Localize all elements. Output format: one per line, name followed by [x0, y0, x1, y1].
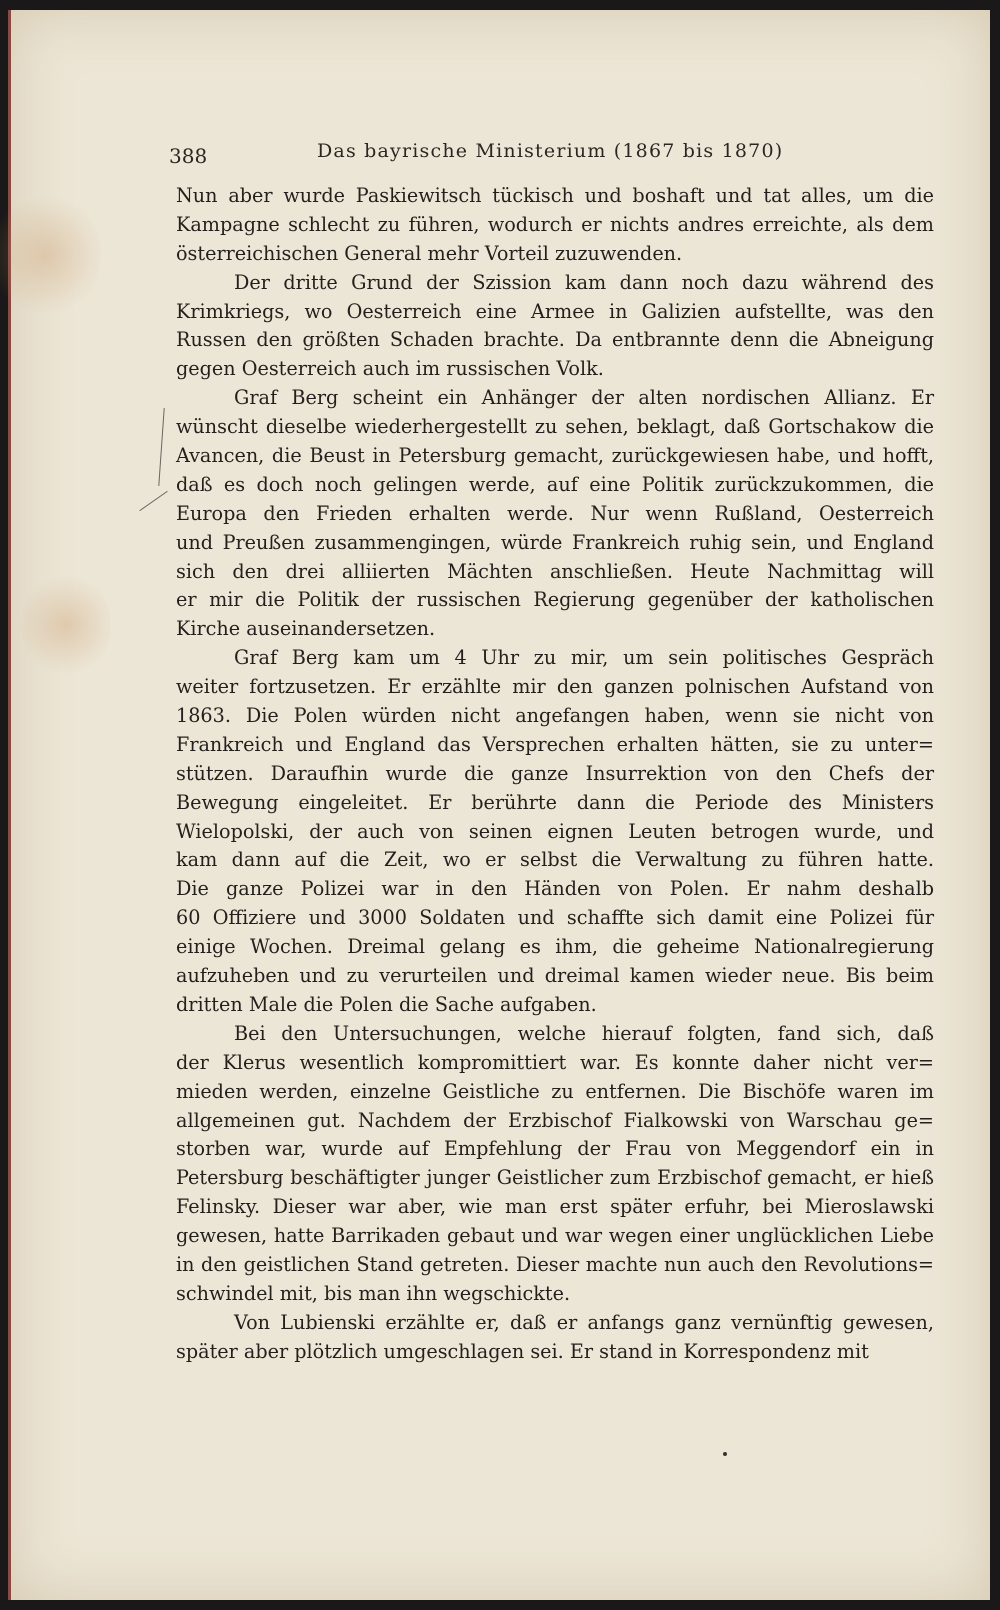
text-line-content: Avancen, die Beust in Petersburg gemacht, zurückgewiesen habe, und hofft, — [176, 444, 934, 468]
text-line-content: Europa den Frieden erhalten werde. Nur wenn Rußland, Oesterreich — [176, 501, 934, 525]
text-line — [176, 1251, 934, 1280]
text-line — [176, 1193, 934, 1222]
page-header — [169, 136, 784, 176]
text-line — [176, 1107, 934, 1136]
text-line-content: er mir die Politik der russischen Regierung gegenüber der katholischen — [176, 588, 934, 612]
text-line — [176, 818, 934, 847]
text-line-content: Frankreich und England das Versprechen erhalten hätten, sie zu unter= — [176, 732, 934, 756]
text-line-content: 60 Offiziere und 3000 Soldaten und schaffte sich damit eine Polizei für — [176, 906, 934, 930]
text-line — [176, 991, 934, 1020]
text-line-content: Krimkriegs, wo Oesterreich eine Armee in Galizien aufstellte, was den — [176, 299, 934, 323]
text-line — [176, 702, 934, 731]
text-line — [176, 1020, 934, 1049]
page-number: 388 — [169, 144, 208, 168]
text-line-content: der Klerus wesentlich kompromittiert war. Es konnte daher nicht ver= — [176, 1050, 934, 1074]
text-line — [176, 182, 934, 211]
text-line — [176, 731, 934, 760]
text-line-content: Nun aber wurde Paskiewitsch tückisch und boshaft und tat alles, um die — [176, 184, 934, 207]
text-line-content: schwindel mit, bis man ihn wegschickte. — [176, 1281, 571, 1305]
body-text — [176, 182, 934, 1367]
text-line — [176, 1280, 934, 1309]
text-line — [176, 615, 934, 644]
text-line — [176, 904, 934, 933]
paper-stain — [0, 190, 101, 320]
text-line — [176, 529, 934, 558]
text-line — [176, 211, 934, 240]
text-line-content: dritten Male die Polen die Sache aufgaben. — [176, 992, 597, 1016]
text-line-content: Kampagne schlecht zu führen, wodurch er nichts andres erreichte, als dem — [176, 212, 934, 236]
running-title: Das bayrische Ministerium (1867 bis 1870) — [317, 140, 784, 162]
text-line-content: weiter fortzusetzen. Er erzählte mir den ganzen polnischen Aufstand von — [176, 675, 934, 699]
margin-pencil-mark — [139, 491, 167, 511]
text-line — [176, 442, 934, 471]
text-line-content: in den geistlichen Stand getreten. Dieser machte nun auch den Revolutions= — [176, 1252, 934, 1276]
text-line — [176, 298, 934, 327]
book-page — [8, 10, 990, 1600]
ink-dot — [723, 1452, 727, 1456]
text-line-content: Die ganze Polizei war in den Händen von Polen. Er nahm deshalb — [176, 877, 934, 901]
text-line — [176, 1135, 934, 1164]
text-line-content: stützen. Daraufhin wurde die ganze Insurrektion von den Chefs der — [176, 761, 934, 785]
margin-pencil-mark — [158, 408, 164, 486]
text-line — [176, 1222, 934, 1251]
text-line — [176, 500, 934, 529]
text-line-content: gegen Oesterreich auch im russischen Volk. — [176, 357, 604, 381]
text-line — [176, 471, 934, 500]
text-line — [176, 586, 934, 615]
text-line-content: allgemeinen gut. Nachdem der Erzbischof Fialkowski von Warschau ge= — [176, 1108, 934, 1132]
text-line-content: österreichischen General mehr Vorteil zuzuwenden. — [176, 241, 683, 265]
text-line — [176, 558, 934, 587]
text-line-content: Wielopolski, der auch von seinen eignen Leuten betrogen wurde, und — [176, 819, 934, 843]
text-line-content: Graf Berg scheint ein Anhänger der alten nordischen Allianz. Er — [234, 386, 934, 410]
text-line-content: 1863. Die Polen würden nicht angefangen haben, wenn sie nicht von — [176, 704, 934, 728]
text-line-content: kam dann auf die Zeit, wo er selbst die Verwaltung zu führen hatte. — [176, 848, 934, 872]
text-line — [176, 789, 934, 818]
text-line-content: storben war, wurde auf Empfehlung der Frau von Meggendorf ein in — [176, 1137, 934, 1161]
text-line — [176, 326, 934, 355]
text-line — [176, 933, 934, 962]
text-line — [176, 644, 934, 673]
text-line-content: Der dritte Grund der Szission kam dann noch dazu während des — [234, 270, 934, 294]
text-line-content: Von Lubienski erzählte er, daß er anfangs ganz vernünftig gewesen, — [234, 1310, 934, 1334]
text-line — [176, 1338, 934, 1367]
text-line — [176, 673, 934, 702]
text-line-content: Bewegung eingeleitet. Er berührte dann die Periode des Ministers — [176, 790, 934, 814]
text-line — [176, 760, 934, 789]
text-line-content: einige Wochen. Dreimal gelang es ihm, die geheime Nationalregierung — [176, 935, 934, 959]
text-line — [176, 384, 934, 413]
text-line-content: mieden werden, einzelne Geistliche zu entfernen. Die Bischöfe waren im — [176, 1079, 934, 1103]
text-line-content: Kirche auseinandersetzen. — [176, 617, 436, 641]
text-line-content: Bei den Untersuchungen, welche hierauf folgten, fand sich, daß — [234, 1021, 934, 1045]
paper-stain — [21, 570, 111, 680]
text-line-content: Russen den größten Schaden brachte. Da entbrannte denn die Abneigung — [176, 328, 934, 352]
text-line — [176, 355, 934, 384]
text-line-content: später aber plötzlich umgeschlagen sei. Er stand in Korrespondenz mit — [176, 1339, 869, 1363]
text-line — [176, 875, 934, 904]
text-line — [176, 1049, 934, 1078]
text-line — [176, 846, 934, 875]
text-line — [176, 1164, 934, 1193]
text-line — [176, 1309, 934, 1338]
text-line — [176, 240, 934, 269]
text-line — [176, 413, 934, 442]
text-line — [176, 1078, 934, 1107]
text-line-content: Petersburg beschäftigter junger Geistlicher zum Erzbischof gemacht, er hieß — [176, 1166, 934, 1190]
text-line-content: gewesen, hatte Barrikaden gebaut und war wegen einer unglücklichen Liebe — [176, 1224, 934, 1248]
text-line-content: daß es doch noch gelingen werde, auf eine Politik zurückzukommen, die — [176, 472, 934, 496]
text-line-content: sich den drei alliierten Mächten anschließen. Heute Nachmittag will — [176, 559, 934, 583]
text-line — [176, 269, 934, 298]
text-line-content: und Preußen zusammengingen, würde Frankreich ruhig sein, und England — [176, 530, 934, 554]
text-line-content: wünscht dieselbe wiederhergestellt zu sehen, beklagt, daß Gortschakow die — [176, 415, 934, 439]
text-line-content: Felinsky. Dieser war aber, wie man erst später erfuhr, bei Mieroslawski — [176, 1195, 934, 1219]
text-line-content: Graf Berg kam um 4 Uhr zu mir, um sein politisches Gespräch — [234, 646, 934, 670]
text-line — [176, 962, 934, 991]
text-line-content: aufzuheben und zu verurteilen und dreimal kamen wieder neue. Bis beim — [176, 964, 934, 988]
